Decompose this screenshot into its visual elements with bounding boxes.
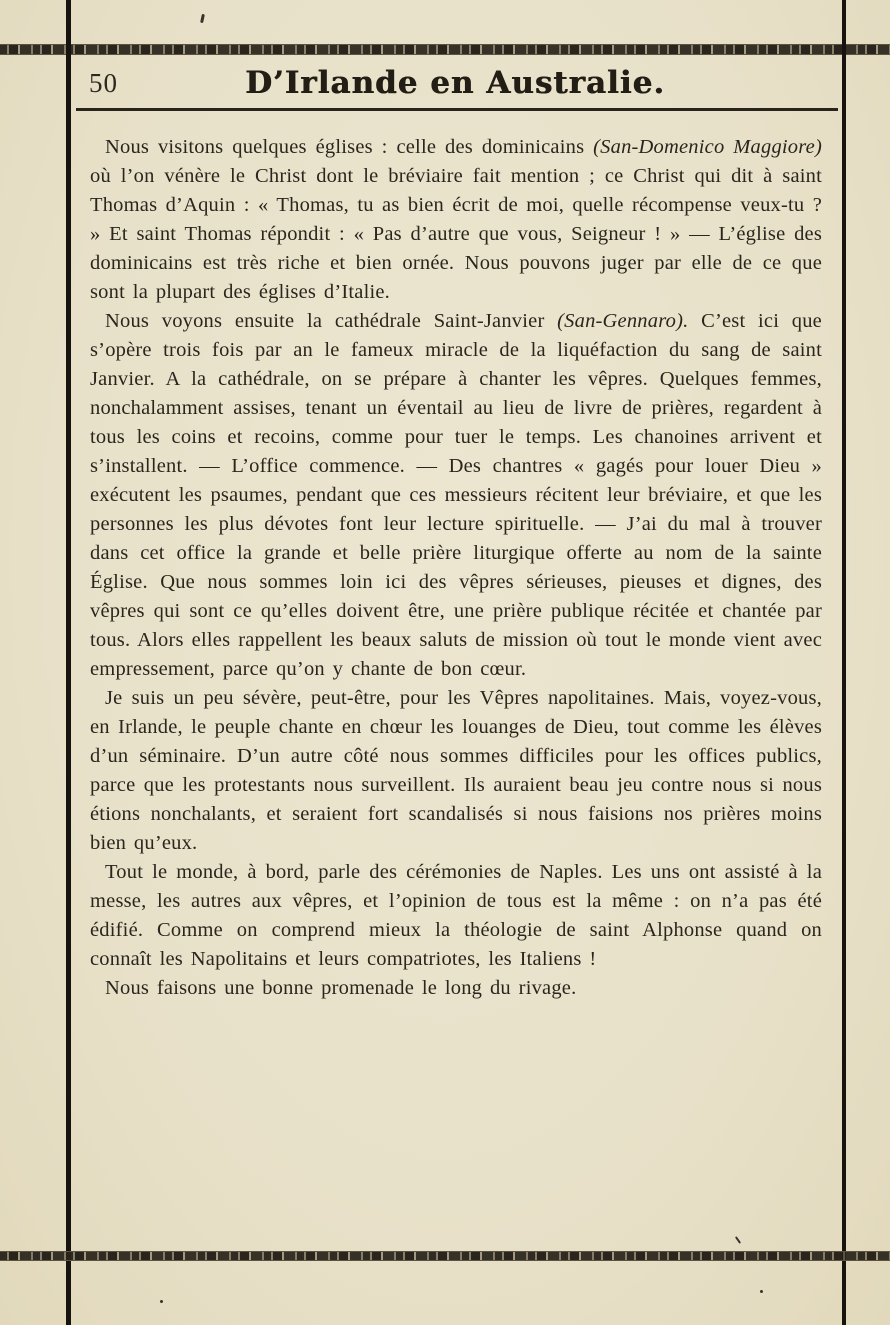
paragraph-text: C’est ici que s’opère trois fois par an le fameux miracle de la liquéfaction du sang de saint Janvier. A la cathédrale, on se prépare à chanter les vêpres. Quelques femmes, nonchalamment assises, tenant un éventail au lieu de livre de prières, regardent à tous les coins et recoins, comme pour tuer le temps. Les chanoines arrivent et s’installent. — L’office commence. — Des chantres « gagés pour louer Dieu » exécutent les psaumes, pendant que ces messieurs récitent leur bréviaire, et que les personnes les plus dévotes font leur lecture spirituelle. — J’ai du mal à trouver dans cet office la grande et belle prière liturgique offerte au nom de la sainte Église. Que nous sommes loin ici des vêpres sérieuses, pieuses et dignes, des vêpres qui sont ce qu’elles doivent être, une prière publique récitée et chantée par tous. Alors elles rappellent les beaux saluts de mission où tout le monde vient avec empressement, parce qu’on y chante de bon cœur.: [90, 310, 822, 680]
page-number: 50: [89, 68, 118, 98]
right-page-edge: [842, 0, 846, 1325]
paragraph-text: Nous voyons ensuite la cathédrale Saint-Janvier: [105, 310, 558, 332]
paragraph-2: [90, 307, 822, 684]
page-body: [90, 133, 822, 1003]
italic-church-name: (San-Domenico Maggiore): [593, 136, 822, 158]
paragraph-3: Je suis un peu sévère, peut-être, pour les Vêpres napolitaines. Mais, voyez-vous, en Irlande, le peuple chante en chœur les louanges de Dieu, tout comme les élèves d’un séminaire. D’un autre côté nous sommes difficiles pour les offices publics, parce que les protestants nous surveillent. Ils auraient beau jeu contre nous si nous étions nonchalants, et seraient fort scandalisés si nous faisions nos prières moins bien qu’eux.: [90, 687, 822, 854]
paragraph-text: où l’on vénère le Christ dont le bréviaire fait mention ; ce Christ qui dit à saint Thomas d’Aquin : « Thomas, tu as bien écrit de moi, quelle récompense veux-tu ? » Et saint Thomas répondit : « Pas d’autre que vous, Seigneur ! » — L’église des dominicains est très riche et bien ornée. Nous pouvons juger par elle de ce que sont la plupart des églises d’Italie.: [90, 165, 822, 303]
page-title: D’Irlande en Australie.: [244, 65, 665, 101]
ink-speck: [160, 1300, 163, 1303]
italic-cathedral-name: (San-Gennaro).: [557, 310, 689, 332]
top-border-rule: [0, 44, 890, 55]
paragraph-1: [90, 133, 822, 307]
ink-speck: [200, 14, 205, 23]
paragraph-4: Tout le monde, à bord, parle des cérémonies de Naples. Les uns ont assisté à la messe, les autres aux vêpres, et l’opinion de tous est la même : on n’a pas été édifié. Comme on comprend mieux la théologie de saint Alphonse quand on connaît les Napolitains et leurs compatriotes, les Italiens !: [90, 861, 822, 970]
page-header: [67, 60, 843, 106]
bottom-border-rule: [0, 1251, 890, 1261]
ink-speck: [735, 1236, 741, 1244]
header-rule: [76, 108, 838, 111]
paragraph-text: Nous visitons quelques églises : celle des dominicains: [105, 136, 594, 158]
left-page-edge: [66, 0, 71, 1325]
ink-speck: [760, 1290, 763, 1293]
paragraph-5: Nous faisons une bonne promenade le long du rivage.: [105, 977, 577, 999]
